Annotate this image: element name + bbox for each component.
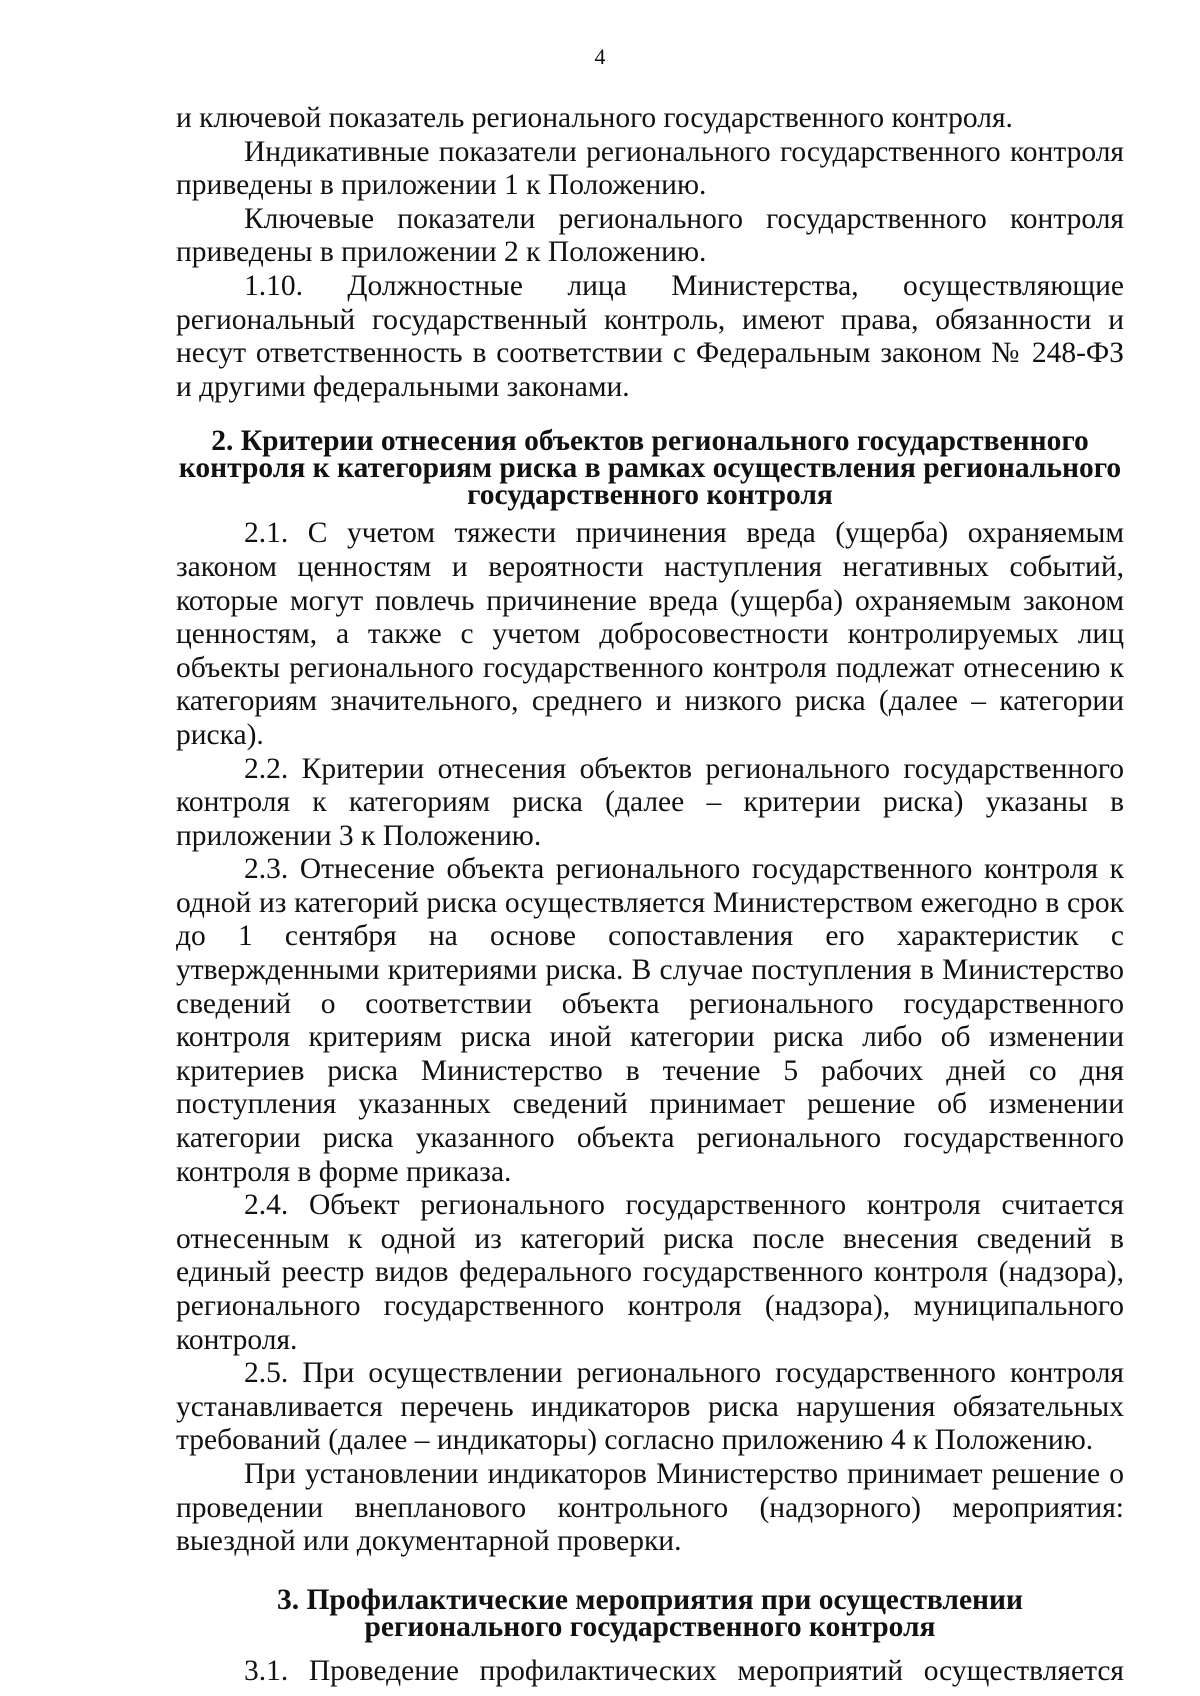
page-number: 4 bbox=[594, 44, 606, 69]
paragraph-2-4: 2.4. Объект регионального государственного контроля считается отнесенным к одной из категорий риска после внесения сведений в единый реестр видов федерального государственного контроля (надзора), регионального государственного контроля (надзора), муниципального контроля. bbox=[176, 1189, 1124, 1356]
paragraph-1-10: 1.10. Должностные лица Министерства, осуществляющие региональный государственный контроль, имеют права, обязанности и несут ответственность в соответствии с Федеральным законом № 248-ФЗ и другими федеральными законами. bbox=[176, 269, 1124, 403]
section-3-heading: 3. Профилактические мероприятия при осуществлении регионального государственного контроля bbox=[276, 1583, 1024, 1643]
paragraph-key-indicators: Ключевые показатели регионального государственного контроля приведены в приложении 2 к Положению. bbox=[176, 202, 1124, 269]
paragraph-continuation: и ключевой показатель регионального государственного контроля. bbox=[176, 102, 1013, 134]
paragraph-2-3: 2.3. Отнесение объекта регионального государственного контроля к одной из категорий риска осуществляется Министерством ежегодно в срок до 1 сентября на основе сопоставления его характеристик с утвержденными критериями риска. В случае поступления в Министерство сведений о соответствии объекта регионального государственного контроля критериям риска иной категории риска либо об изменении критериев риска Министерство в течение 5 рабочих дней со дня поступления указанных сведений принимает решение об изменении категории риска указанного объекта регионального государственного контроля в форме приказа. bbox=[176, 853, 1124, 1188]
paragraph-2-1: 2.1. С учетом тяжести причинения вреда (ущерба) охраняемым законом ценностям и вероятности наступления негативных событий, которые могут повлечь причинение вреда (ущерба) охраняемым законом ценностям, а также с учетом добросовестности контролируемых лиц объекты регионального государственного контроля подлежат отнесению к категориям значительного, среднего и низкого риска (далее – категории риска). bbox=[176, 517, 1124, 751]
paragraph-2-5: 2.5. При осуществлении регионального государственного контроля устанавливается перечень индикаторов риска нарушения обязательных требований (далее – индикаторы) согласно приложению 4 к Положению. bbox=[176, 1357, 1124, 1457]
paragraph-indicators-decision: При установлении индикаторов Министерство принимает решение о проведении внепланового контрольного (надзорного) мероприятия: выездной или документарной проверки. bbox=[176, 1457, 1124, 1558]
document-body bbox=[176, 102, 1124, 1688]
paragraph-3-1: 3.1. Проведение профилактических мероприятий осуществляется bbox=[244, 1654, 1124, 1687]
section-2-heading: 2. Критерии отнесения объектов регионального государственного контроля к категориям риска в рамках осуществления регионального государственного контроля bbox=[178, 425, 1122, 512]
paragraph-indicative-indicators: Индикативные показатели регионального государственного контроля приведены в приложении 1 к Положению. bbox=[176, 135, 1124, 202]
paragraph-2-2: 2.2. Критерии отнесения объектов регионального государственного контроля к категориям риска (далее – критерии риска) указаны в приложении 3 к Положению. bbox=[176, 752, 1124, 852]
